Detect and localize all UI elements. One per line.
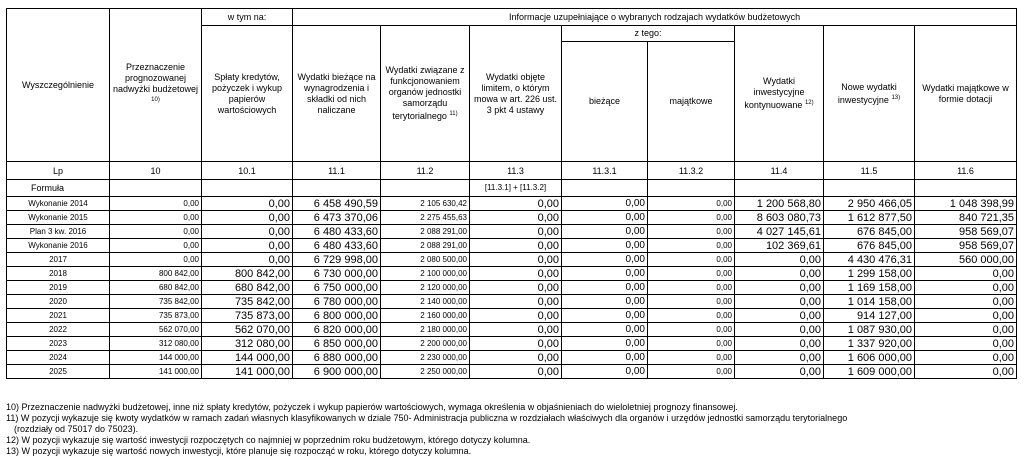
- table-cell: 0,00: [735, 351, 824, 365]
- table-cell: 2 080 500,00: [381, 253, 470, 267]
- footnote-10: 10) Przeznaczenie nadwyżki budżetowej, inne niż spłaty kredytów, pożyczek i wykup papierów wartościowych, wymaga określenia w objaśnieniach do wieloletniej prognozy finansowej.: [6, 402, 738, 412]
- header-wyszczegolnienie: Wyszczególnienie: [7, 9, 110, 162]
- formula-cell: [915, 180, 1017, 197]
- header-w-tym-na: w tym na:: [202, 9, 293, 26]
- formula-cell: [110, 180, 202, 197]
- table-cell: 2 160 000,00: [381, 309, 470, 323]
- table-cell: 0,00: [470, 309, 562, 323]
- table-row: [7, 309, 1017, 323]
- wpf-table: [6, 8, 1017, 379]
- row-label: Wykonanie 2016: [7, 239, 110, 253]
- lp-cell: 11.3: [470, 162, 562, 180]
- table-cell: 562 070,00: [110, 323, 202, 337]
- formula-cell: [648, 180, 735, 197]
- table-cell: 0,00: [562, 351, 648, 365]
- table-cell: 0,00: [648, 253, 735, 267]
- table-cell: 2 275 455,63: [381, 211, 470, 225]
- header-col-10-1: Spłaty kredytów, pożyczek i wykup papierów wartościowych: [202, 26, 293, 162]
- table-cell: 0,00: [915, 337, 1017, 351]
- header-col-11-3-2: majątkowe: [648, 42, 735, 162]
- table-row: [7, 253, 1017, 267]
- table-cell: 0,00: [202, 239, 293, 253]
- table-cell: 2 230 000,00: [381, 351, 470, 365]
- table-cell: 0,00: [470, 239, 562, 253]
- table-cell: 958 569,07: [915, 239, 1017, 253]
- table-cell: 735 873,00: [110, 309, 202, 323]
- table-cell: 0,00: [648, 225, 735, 239]
- table-row: [7, 239, 1017, 253]
- header-col-11-6: Wydatki majątkowe w formie dotacji: [915, 26, 1017, 162]
- row-label: 2018: [7, 267, 110, 281]
- table-cell: 0,00: [735, 267, 824, 281]
- table-cell: 6 458 490,59: [293, 197, 381, 211]
- table-cell: 0,00: [915, 309, 1017, 323]
- table-cell: 0,00: [470, 197, 562, 211]
- table-row: [7, 295, 1017, 309]
- table-cell: 2 140 000,00: [381, 295, 470, 309]
- table-cell: 312 080,00: [202, 337, 293, 351]
- table-cell: 102 369,61: [735, 239, 824, 253]
- footnote-13: 13) W pozycji wykazuje się wartość nowych inwestycji, które planuje się rozpocząć w roku, którego dotyczy kolumna.: [6, 446, 472, 456]
- table-cell: 6 480 433,60: [293, 239, 381, 253]
- table-cell: 0,00: [735, 337, 824, 351]
- formula-label: Formuła: [7, 180, 110, 197]
- table-cell: 0,00: [562, 365, 648, 379]
- table-cell: 0,00: [470, 253, 562, 267]
- row-label: Wykonanie 2015: [7, 211, 110, 225]
- row-label: 2022: [7, 323, 110, 337]
- table-cell: 680 842,00: [110, 281, 202, 295]
- row-label: 2020: [7, 295, 110, 309]
- table-cell: 1 606 000,00: [824, 351, 915, 365]
- table-cell: 0,00: [735, 309, 824, 323]
- table-cell: 0,00: [562, 267, 648, 281]
- table-cell: 0,00: [470, 365, 562, 379]
- table-cell: 0,00: [735, 295, 824, 309]
- table-cell: 6 730 000,00: [293, 267, 381, 281]
- table-cell: 0,00: [915, 295, 1017, 309]
- table-cell: 2 250 000,00: [381, 365, 470, 379]
- table-cell: 0,00: [562, 281, 648, 295]
- header-col-10: Przeznaczenie prognozowanej nadwyżki budżetowej $^{10)}$: [110, 9, 202, 162]
- table-cell: 141 000,00: [202, 365, 293, 379]
- table-cell: 0,00: [110, 197, 202, 211]
- table-cell: 8 603 080,73: [735, 211, 824, 225]
- lp-cell: 11.2: [381, 162, 470, 180]
- lp-cell: 11.3.2: [648, 162, 735, 180]
- formula-cell: [202, 180, 293, 197]
- table-cell: 0,00: [202, 197, 293, 211]
- table-cell: 2 088 291,00: [381, 225, 470, 239]
- table-cell: 6 750 000,00: [293, 281, 381, 295]
- table-cell: 4 027 145,61: [735, 225, 824, 239]
- table-cell: 0,00: [470, 351, 562, 365]
- table-cell: 0,00: [202, 253, 293, 267]
- table-cell: 0,00: [915, 365, 1017, 379]
- table-cell: 0,00: [648, 295, 735, 309]
- table-cell: 800 842,00: [110, 267, 202, 281]
- table-cell: 0,00: [470, 225, 562, 239]
- header-col-11-4: Wydatki inwestycyjne kontynuowane $^{12)}$: [735, 26, 824, 162]
- table-cell: 0,00: [470, 295, 562, 309]
- table-cell: 0,00: [562, 323, 648, 337]
- header-informacje: Informacje uzupełniające o wybranych rodzajach wydatków budżetowych: [293, 9, 1017, 26]
- table-cell: 735 842,00: [202, 295, 293, 309]
- table-row: [7, 225, 1017, 239]
- table-cell: 0,00: [648, 281, 735, 295]
- table-cell: 0,00: [562, 225, 648, 239]
- table-cell: 0,00: [110, 211, 202, 225]
- table-cell: 0,00: [648, 197, 735, 211]
- table-row: [7, 281, 1017, 295]
- row-label: Wykonanie 2014: [7, 197, 110, 211]
- lp-cell: 11.3.1: [562, 162, 648, 180]
- table-cell: 2 088 291,00: [381, 239, 470, 253]
- lp-cell: Lp: [7, 162, 110, 180]
- header-col-11-2: Wydatki związane z funkcjonowaniem organów jednostki samorządu terytorialnego $^{11)}$: [381, 26, 470, 162]
- table-cell: 6 850 000,00: [293, 337, 381, 351]
- table-cell: 6 820 000,00: [293, 323, 381, 337]
- table-cell: 560 000,00: [915, 253, 1017, 267]
- lp-cell: 10: [110, 162, 202, 180]
- table-cell: 0,00: [562, 253, 648, 267]
- table-cell: 6 780 000,00: [293, 295, 381, 309]
- table-cell: 0,00: [470, 337, 562, 351]
- table-cell: 0,00: [915, 323, 1017, 337]
- table-cell: 0,00: [648, 267, 735, 281]
- table-cell: 1 200 568,80: [735, 197, 824, 211]
- lp-cell: 11.5: [824, 162, 915, 180]
- formula-cell: [735, 180, 824, 197]
- header-col-11-3: Wydatki objęte limitem, o którym mowa w art. 226 ust. 3 pkt 4 ustawy: [470, 26, 562, 162]
- table-cell: 0,00: [648, 211, 735, 225]
- row-label: 2025: [7, 365, 110, 379]
- header-col-11-5: Nowe wydatki inwestycyjne $^{13)}$: [824, 26, 915, 162]
- table-cell: 1 014 158,00: [824, 295, 915, 309]
- lp-row: [7, 162, 1017, 180]
- table-cell: 0,00: [562, 239, 648, 253]
- table-cell: 0,00: [470, 267, 562, 281]
- table-cell: 0,00: [648, 239, 735, 253]
- table-cell: 0,00: [110, 225, 202, 239]
- table-cell: 6 880 000,00: [293, 351, 381, 365]
- table-cell: 0,00: [562, 309, 648, 323]
- table-cell: 1 048 398,99: [915, 197, 1017, 211]
- table-cell: 0,00: [470, 323, 562, 337]
- table-cell: 0,00: [648, 337, 735, 351]
- table-cell: 0,00: [562, 197, 648, 211]
- table-cell: 2 120 000,00: [381, 281, 470, 295]
- lp-cell: 11.6: [915, 162, 1017, 180]
- table-cell: 0,00: [735, 281, 824, 295]
- row-label: 2023: [7, 337, 110, 351]
- table-cell: 0,00: [735, 365, 824, 379]
- table-cell: 0,00: [562, 211, 648, 225]
- lp-cell: 11.1: [293, 162, 381, 180]
- table-cell: 0,00: [648, 365, 735, 379]
- table-row: [7, 197, 1017, 211]
- header-col-11-1: Wydatki bieżące na wynagrodzenia i składki od nich naliczane: [293, 26, 381, 162]
- table-cell: 800 842,00: [202, 267, 293, 281]
- table-cell: 1 087 930,00: [824, 323, 915, 337]
- formula-cell: [824, 180, 915, 197]
- table-cell: 4 430 476,31: [824, 253, 915, 267]
- table-cell: 0,00: [110, 253, 202, 267]
- table-cell: 680 842,00: [202, 281, 293, 295]
- table-cell: 914 127,00: [824, 309, 915, 323]
- formula-row: [7, 180, 1017, 197]
- formula-11-3: [11.3.1] + [11.3.2]: [470, 180, 562, 197]
- table-cell: 0,00: [562, 295, 648, 309]
- row-label: Plan 3 kw. 2016: [7, 225, 110, 239]
- lp-cell: 11.4: [735, 162, 824, 180]
- table-cell: 2 200 000,00: [381, 337, 470, 351]
- table-cell: 0,00: [470, 281, 562, 295]
- table-cell: 6 900 000,00: [293, 365, 381, 379]
- table-cell: 735 842,00: [110, 295, 202, 309]
- table-cell: 562 070,00: [202, 323, 293, 337]
- table-cell: 1 612 877,50: [824, 211, 915, 225]
- formula-cell: [562, 180, 648, 197]
- table-row: [7, 365, 1017, 379]
- table-cell: 1 609 000,00: [824, 365, 915, 379]
- table-cell: 0,00: [915, 281, 1017, 295]
- table-cell: 0,00: [648, 309, 735, 323]
- table-cell: 144 000,00: [202, 351, 293, 365]
- table-row: [7, 267, 1017, 281]
- table-cell: 676 845,00: [824, 225, 915, 239]
- footnotes: [6, 402, 1016, 457]
- table-cell: 6 480 433,60: [293, 225, 381, 239]
- table-cell: 0,00: [202, 225, 293, 239]
- table-cell: 0,00: [648, 351, 735, 365]
- row-label: 2019: [7, 281, 110, 295]
- lp-cell: 10.1: [202, 162, 293, 180]
- table-cell: 0,00: [562, 337, 648, 351]
- row-label: 2021: [7, 309, 110, 323]
- formula-cell: [293, 180, 381, 197]
- row-label: 2024: [7, 351, 110, 365]
- table-cell: 2 180 000,00: [381, 323, 470, 337]
- header-col-11-3-1: bieżące: [562, 42, 648, 162]
- table-cell: 0,00: [915, 351, 1017, 365]
- table-cell: 958 569,07: [915, 225, 1017, 239]
- table-cell: 0,00: [735, 253, 824, 267]
- table-cell: 312 080,00: [110, 337, 202, 351]
- table-cell: 0,00: [202, 211, 293, 225]
- table-cell: 1 169 158,00: [824, 281, 915, 295]
- table-cell: 0,00: [110, 239, 202, 253]
- formula-cell: [381, 180, 470, 197]
- table-cell: 0,00: [648, 323, 735, 337]
- footnote-11: 11) W pozycji wykazuje się kwoty wydatków w ramach zadań własnych klasyfikowanych w dziale 750- Administracja publiczna w rozdziałach właściwych dla organów i urzędów jednostki samorządu terytorialnego: [6, 413, 848, 423]
- table-cell: 840 721,35: [915, 211, 1017, 225]
- header-row-1: [7, 9, 1017, 26]
- table-cell: 676 845,00: [824, 239, 915, 253]
- table-row: [7, 323, 1017, 337]
- table-row: [7, 337, 1017, 351]
- table-cell: 1 299 158,00: [824, 267, 915, 281]
- table-cell: 735 873,00: [202, 309, 293, 323]
- table-cell: 2 100 000,00: [381, 267, 470, 281]
- table-cell: 2 105 630,42: [381, 197, 470, 211]
- table-cell: 6 800 000,00: [293, 309, 381, 323]
- row-label: 2017: [7, 253, 110, 267]
- table-row: [7, 211, 1017, 225]
- table-cell: 141 000,00: [110, 365, 202, 379]
- table-cell: 2 950 466,05: [824, 197, 915, 211]
- table-cell: 1 337 920,00: [824, 337, 915, 351]
- table-cell: 6 729 998,00: [293, 253, 381, 267]
- table-cell: 144 000,00: [110, 351, 202, 365]
- footnote-11-continued: (rozdziały od 75017 do 75023).: [14, 424, 139, 434]
- table-cell: 0,00: [470, 211, 562, 225]
- table-cell: 6 473 370,06: [293, 211, 381, 225]
- header-z-tego: z tego:: [562, 26, 735, 42]
- table-row: [7, 351, 1017, 365]
- footnote-12: 12) W pozycji wykazuje się wartość inwestycji rozpoczętych co najmniej w poprzednim roku budżetowym, którego dotyczy kolumna.: [6, 435, 531, 445]
- table-cell: 0,00: [735, 323, 824, 337]
- table-cell: 0,00: [915, 267, 1017, 281]
